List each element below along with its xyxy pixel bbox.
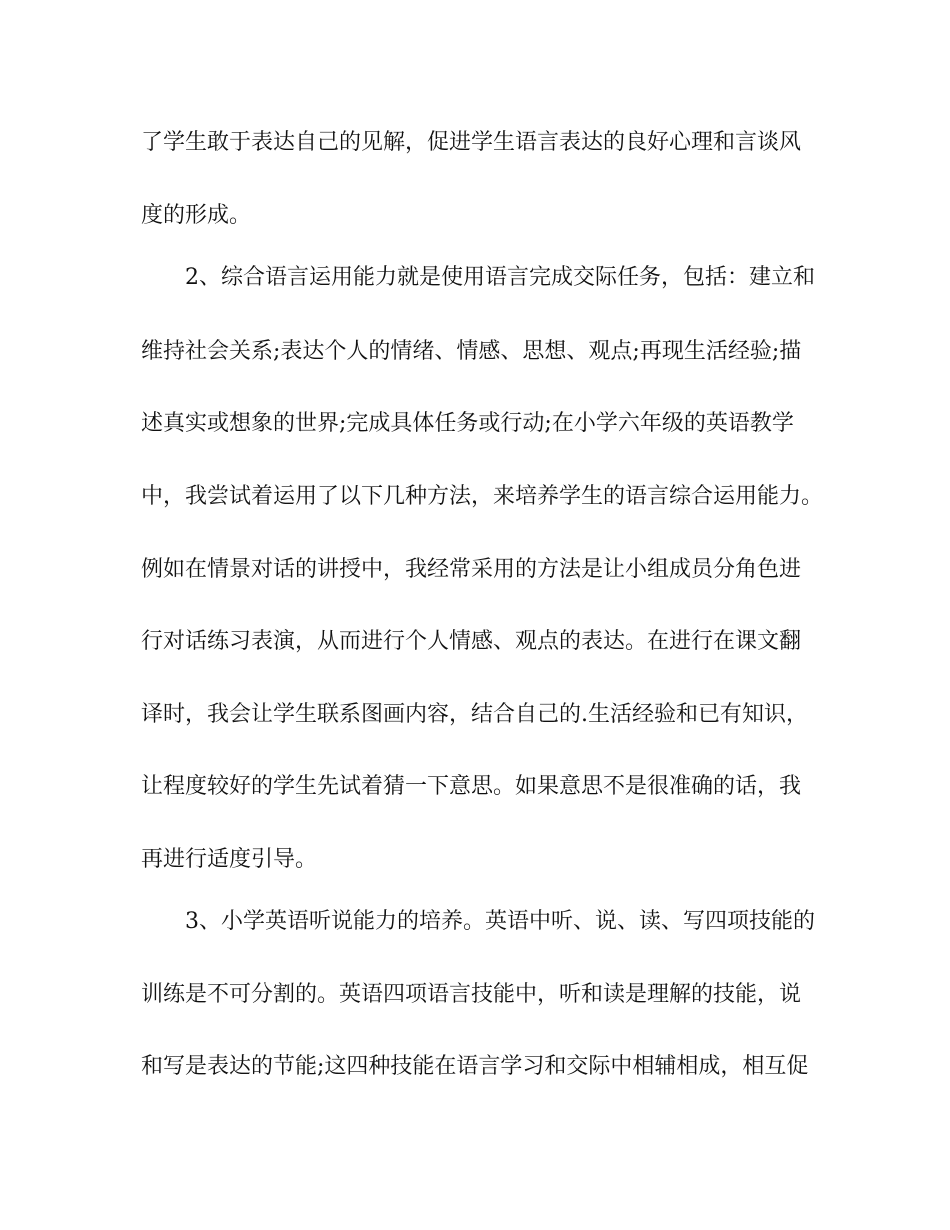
text-line: 让程度较好的学生先试着猜一下意思。如果意思不是很准确的话，我 [141,774,802,799]
text-line: 训练是不可分割的。英语四项语言技能中，听和读是理解的技能，说 [141,982,802,1007]
paragraph-start-line: 3、小学英语听说能力的培养。英语中听、说、读、写四项技能的 [185,909,815,934]
text-line: 行对话练习表演，从而进行个人情感、观点的表达。在进行在课文翻 [141,629,802,654]
text-line: 度的形成。 [141,203,252,228]
text-line: 译时，我会让学生联系图画内容，结合自己的.生活经验和已有知识， [141,702,808,727]
text-line: 维持社会关系;表达个人的情绪、情感、思想、观点;再现生活经验;描 [141,339,802,364]
paragraph-start-line: 2、综合语言运用能力就是使用语言完成交际任务，包括：建立和 [185,265,815,290]
text-line: 了学生敢于表达自己的见解，促进学生语言表达的良好心理和言谈风 [141,130,802,155]
text-line: 中，我尝试着运用了以下几种方法，来培养学生的语言综合运用能力。 [141,484,824,509]
text-line: 述真实或想象的世界;完成具体任务或行动;在小学六年级的英语教学 [141,411,794,436]
text-line: 再进行适度引导。 [141,847,318,872]
text-line: 例如在情景对话的讲授中，我经常采用的方法是让小组成员分角色进 [141,557,802,582]
text-line: 和写是表达的节能;这四种技能在语言学习和交际中相辅相成，相互促 [141,1054,809,1079]
